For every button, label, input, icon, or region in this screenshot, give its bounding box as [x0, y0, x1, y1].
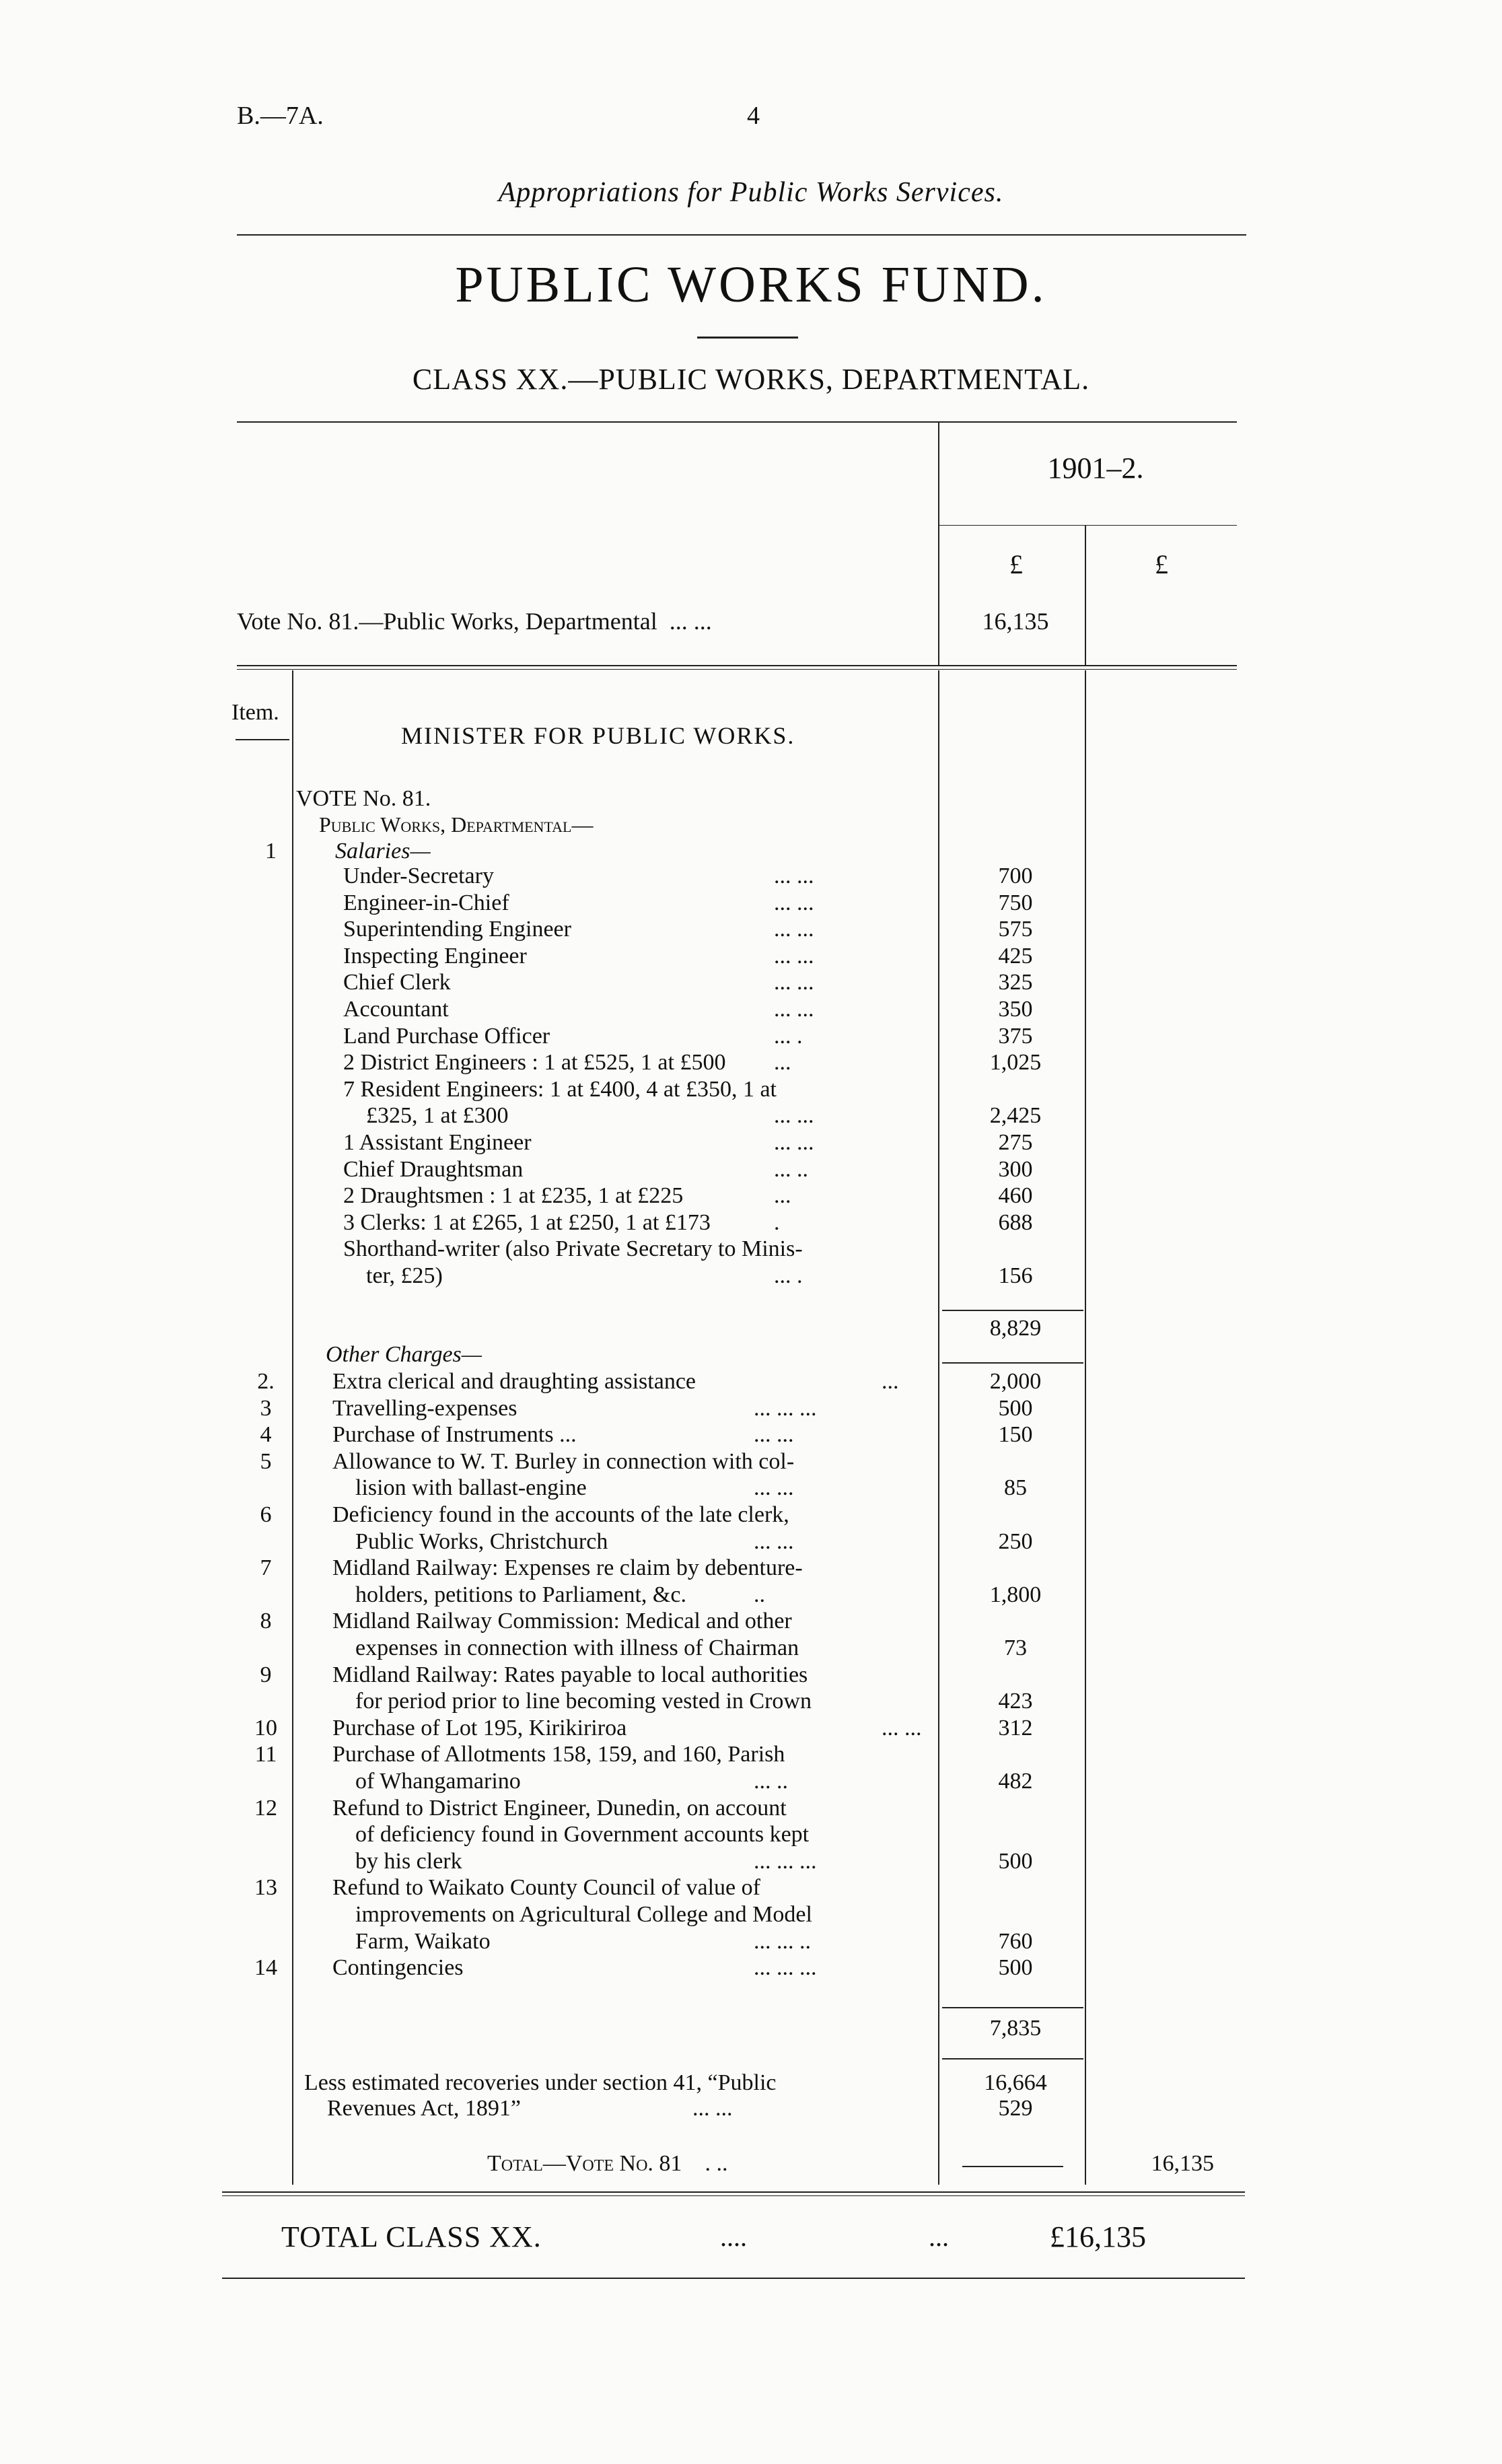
salary-row	[0, 1183, 1502, 1210]
salary-amount: 325	[998, 970, 1033, 995]
charge-amount: 482	[998, 1769, 1033, 1794]
item-number: 6	[260, 1502, 272, 1527]
charge-label: Midland Railway: Expenses re claim by debenture-	[332, 1555, 803, 1580]
item-number: 13	[254, 1875, 277, 1900]
recoveries-label: Less estimated recoveries under section 41, “Public	[304, 2070, 777, 2095]
leader-dots: ... ..	[774, 1157, 808, 1182]
charge-line	[0, 1929, 1502, 1956]
charge-line	[0, 1796, 1502, 1823]
leader-dots: ... ...	[774, 917, 814, 942]
salary-label: Land Purchase Officer	[343, 1024, 550, 1049]
charge-label: Midland Railway Commission: Medical and other	[332, 1609, 792, 1633]
salary-amount: 156	[998, 1263, 1033, 1288]
salary-amount: 300	[998, 1157, 1033, 1182]
salary-row	[0, 970, 1502, 997]
salaries-subtotal-rule	[942, 1310, 1083, 1311]
charge-label: Public Works, Christchurch	[355, 1529, 608, 1554]
salary-label: Superintending Engineer	[343, 917, 571, 942]
item-number: 12	[254, 1796, 277, 1821]
leader-dots: ... ...	[774, 997, 814, 1022]
charge-label: Purchase of Allotments 158, 159, and 160, Parish	[332, 1742, 785, 1767]
salary-row	[0, 1236, 1502, 1263]
charge-line	[0, 1742, 1502, 1769]
salary-label: Inspecting Engineer	[343, 944, 527, 969]
class-total-top-rule-2	[222, 2195, 1245, 2196]
salary-label: 2 District Engineers : 1 at £525, 1 at £500	[343, 1050, 726, 1075]
charge-amount: 250	[998, 1529, 1033, 1554]
class-total-dots: ...	[929, 2222, 949, 2252]
summary-bottom-rule-2	[237, 669, 1237, 670]
leader-dots: ... ...	[882, 1716, 922, 1740]
item-header-rule	[236, 739, 289, 740]
charge-line	[0, 1716, 1502, 1743]
leader-dots: ... ..	[754, 1769, 788, 1794]
title-rule	[697, 337, 798, 339]
charge-label: Purchase of Instruments ...	[332, 1422, 577, 1447]
fiscal-year: 1901–2.	[1047, 452, 1144, 485]
charge-amount: 1,800	[989, 1582, 1042, 1607]
salary-label: £325, 1 at £300	[366, 1103, 509, 1128]
salary-row	[0, 890, 1502, 917]
item-number: 11	[254, 1742, 277, 1767]
leader-dots: ... ...	[774, 890, 814, 915]
charge-amount: 500	[998, 1955, 1033, 1980]
header-divider	[237, 234, 1246, 236]
salary-row	[0, 1130, 1502, 1157]
vote-total-label: Total—Vote No. 81 . ..	[487, 2151, 728, 2176]
charge-amount: 500	[998, 1849, 1033, 1874]
salary-row	[0, 944, 1502, 971]
other-charges-subtotal: 7,835	[989, 2016, 1042, 2041]
item-number: 9	[260, 1662, 272, 1687]
salaries-subtotal-rule-2	[942, 1362, 1083, 1364]
salary-label: Chief Draughtsman	[343, 1157, 524, 1182]
salaries-heading: Salaries—	[335, 839, 431, 864]
salary-label: Accountant	[343, 997, 449, 1022]
charge-label: Extra clerical and draughting assistance	[332, 1369, 696, 1394]
charge-label: Travelling-expenses	[332, 1396, 517, 1421]
charge-line	[0, 1555, 1502, 1582]
salary-label: 1 Assistant Engineer	[343, 1130, 532, 1155]
charge-line	[0, 1396, 1502, 1423]
leader-dots: ...	[774, 1050, 791, 1075]
charge-amount: 85	[1004, 1475, 1027, 1500]
charge-label: lision with ballast-engine	[355, 1475, 587, 1500]
item-number: 4	[260, 1422, 272, 1447]
leader-dots: ...	[882, 1369, 899, 1394]
leader-dots: ... ... ...	[754, 1396, 817, 1421]
salary-amount: 350	[998, 997, 1033, 1022]
vote-total-rule	[962, 2166, 1063, 2167]
leader-dots: .	[774, 1210, 780, 1235]
charge-label: expenses in connection with illness of Chairman	[355, 1635, 799, 1660]
page-number: 4	[747, 102, 760, 130]
class-total-label: TOTAL CLASS XX.	[281, 2220, 542, 2253]
summary-col-rule-2	[1085, 525, 1086, 665]
salary-amount: 275	[998, 1130, 1033, 1155]
charge-label: by his clerk	[355, 1849, 462, 1874]
vote-summary-label: Vote No. 81.—Public Works, Departmental ... ...	[237, 608, 712, 635]
salary-label: 2 Draughtsmen : 1 at £235, 1 at £225	[343, 1183, 684, 1208]
item-number: 14	[254, 1955, 277, 1980]
charge-line	[0, 1475, 1502, 1502]
salary-row	[0, 864, 1502, 890]
charge-line	[0, 1662, 1502, 1689]
salary-row	[0, 1210, 1502, 1237]
currency-symbol: £	[1155, 549, 1168, 579]
salary-amount: 375	[998, 1024, 1033, 1049]
charge-line	[0, 1422, 1502, 1449]
item-column-header: Item.	[231, 700, 279, 725]
leader-dots: ... ... ..	[754, 1929, 811, 1954]
page-title: PUBLIC WORKS FUND.	[455, 256, 1047, 313]
leader-dots: ... ...	[774, 944, 814, 969]
charge-line	[0, 1689, 1502, 1716]
salary-amount: 688	[998, 1210, 1033, 1235]
section-heading: Public Works, Departmental—	[319, 812, 594, 837]
charge-line	[0, 1875, 1502, 1902]
item-number: 3	[260, 1396, 272, 1421]
minister-heading: MINISTER FOR PUBLIC WORKS.	[401, 722, 795, 749]
charge-line	[0, 1822, 1502, 1849]
charge-amount: 2,000	[989, 1369, 1042, 1394]
salary-row	[0, 1077, 1502, 1104]
other-charges-heading: Other Charges—	[326, 1342, 482, 1367]
salary-amount: 2,425	[989, 1103, 1042, 1128]
salary-row	[0, 1103, 1502, 1130]
leader-dots: ... ...	[774, 1130, 814, 1155]
charge-amount: 73	[1004, 1635, 1027, 1660]
leader-dots: ... ...	[754, 1529, 794, 1554]
charge-label: Farm, Waikato	[355, 1929, 491, 1954]
leader-dots: ..	[754, 1582, 765, 1607]
charge-label: of deficiency found in Government accounts kept	[355, 1822, 810, 1847]
charge-line	[0, 1582, 1502, 1609]
salary-row	[0, 1024, 1502, 1051]
charge-label: of Whangamarino	[355, 1769, 521, 1794]
charge-line	[0, 1502, 1502, 1529]
leader-dots: ... ... ...	[754, 1955, 817, 1980]
charge-line	[0, 1955, 1502, 1982]
summary-col-rule-1	[938, 423, 939, 665]
leader-dots: ... ...	[774, 864, 814, 888]
salary-row	[0, 917, 1502, 944]
leader-dots: ... ... ...	[754, 1849, 817, 1874]
item-number: 5	[260, 1449, 272, 1474]
vote-summary-amount: 16,135	[982, 608, 1049, 635]
charge-amount: 150	[998, 1422, 1033, 1447]
class-total-dots: ....	[720, 2222, 747, 2252]
salary-row	[0, 1263, 1502, 1290]
charge-line	[0, 1635, 1502, 1662]
charge-amount: 312	[998, 1716, 1033, 1740]
charge-amount: 423	[998, 1689, 1033, 1714]
salary-row	[0, 997, 1502, 1024]
leader-dots: ... ...	[774, 1103, 814, 1128]
salary-label: Engineer-in-Chief	[343, 890, 509, 915]
charge-label: Refund to Waikato County Council of value of	[332, 1875, 760, 1900]
salary-amount: 1,025	[989, 1050, 1042, 1075]
salary-label: Under-Secretary	[343, 864, 494, 888]
item-number: 10	[254, 1716, 277, 1740]
class-total-amount: £16,135	[1050, 2220, 1146, 2253]
summary-top-rule	[237, 421, 1237, 423]
leader-dots: ...	[774, 1183, 791, 1208]
leader-dots: ... .	[774, 1024, 803, 1049]
leader-dots: ... ...	[754, 1422, 794, 1447]
charge-line	[0, 1529, 1502, 1556]
salaries-subtotal: 8,829	[989, 1316, 1042, 1341]
item-number: 1	[265, 839, 277, 864]
summary-bottom-rule	[237, 665, 1237, 666]
recoveries-label-cont: Revenues Act, 1891” ... ...	[327, 2096, 733, 2121]
currency-symbol: £	[1009, 549, 1023, 579]
leader-dots: ... ...	[754, 1475, 794, 1500]
page-subtitle: Appropriations for Public Works Services.	[498, 177, 1004, 208]
salary-amount: 460	[998, 1183, 1033, 1208]
salary-label: Chief Clerk	[343, 970, 451, 995]
salary-amount: 425	[998, 944, 1033, 969]
charge-line	[0, 1609, 1502, 1635]
leader-dots: ... ...	[774, 970, 814, 995]
salary-label: ter, £25)	[366, 1263, 443, 1288]
charge-label: for period prior to line becoming vested in Crown	[355, 1689, 812, 1714]
charge-line	[0, 1369, 1502, 1396]
charge-label: Purchase of Lot 195, Kirikiriroa	[332, 1716, 627, 1740]
class-total-top-rule	[222, 2191, 1245, 2193]
item-number: 7	[260, 1555, 272, 1580]
salary-row	[0, 1050, 1502, 1077]
charge-label: Midland Railway: Rates payable to local authorities	[332, 1662, 808, 1687]
charge-label: Allowance to W. T. Burley in connection with col-	[332, 1449, 795, 1474]
charge-label: Deficiency found in the accounts of the late clerk,	[332, 1502, 789, 1527]
class-total-bottom-rule	[222, 2278, 1245, 2279]
charge-line	[0, 1449, 1502, 1476]
recoveries-amount: 529	[998, 2096, 1033, 2121]
charge-line	[0, 1849, 1502, 1876]
charge-label: holders, petitions to Parliament, &c.	[355, 1582, 686, 1607]
charge-label: Refund to District Engineer, Dunedin, on account	[332, 1796, 787, 1821]
charge-line	[0, 1769, 1502, 1796]
salary-label: Shorthand-writer (also Private Secretary to Minis-	[343, 1236, 803, 1261]
other-subtotal-rule	[942, 2007, 1083, 2008]
page-reference: B.—7A.	[237, 102, 324, 130]
gross-total: 16,664	[984, 2070, 1047, 2095]
item-number: 8	[260, 1609, 272, 1633]
salary-amount: 575	[998, 917, 1033, 942]
salary-amount: 700	[998, 864, 1033, 888]
vote-total-amount: 16,135	[1151, 2151, 1214, 2176]
charge-line	[0, 1902, 1502, 1929]
charge-amount: 760	[998, 1929, 1033, 1954]
charge-label: improvements on Agricultural College and Model	[355, 1902, 812, 1927]
salary-row	[0, 1157, 1502, 1184]
class-title: CLASS XX.—PUBLIC WORKS, DEPARTMENTAL.	[412, 363, 1090, 396]
item-number: 2.	[257, 1369, 275, 1394]
salary-label: 3 Clerks: 1 at £265, 1 at £250, 1 at £173	[343, 1210, 711, 1235]
leader-dots: ... .	[774, 1263, 803, 1288]
year-rule	[939, 525, 1237, 526]
charge-amount: 500	[998, 1396, 1033, 1421]
charge-label: Contingencies	[332, 1955, 464, 1980]
vote-heading: VOTE No. 81.	[296, 786, 431, 811]
other-subtotal-rule-2	[942, 2058, 1083, 2060]
salary-amount: 750	[998, 890, 1033, 915]
salary-label: 7 Resident Engineers: 1 at £400, 4 at £350, 1 at	[343, 1077, 777, 1102]
